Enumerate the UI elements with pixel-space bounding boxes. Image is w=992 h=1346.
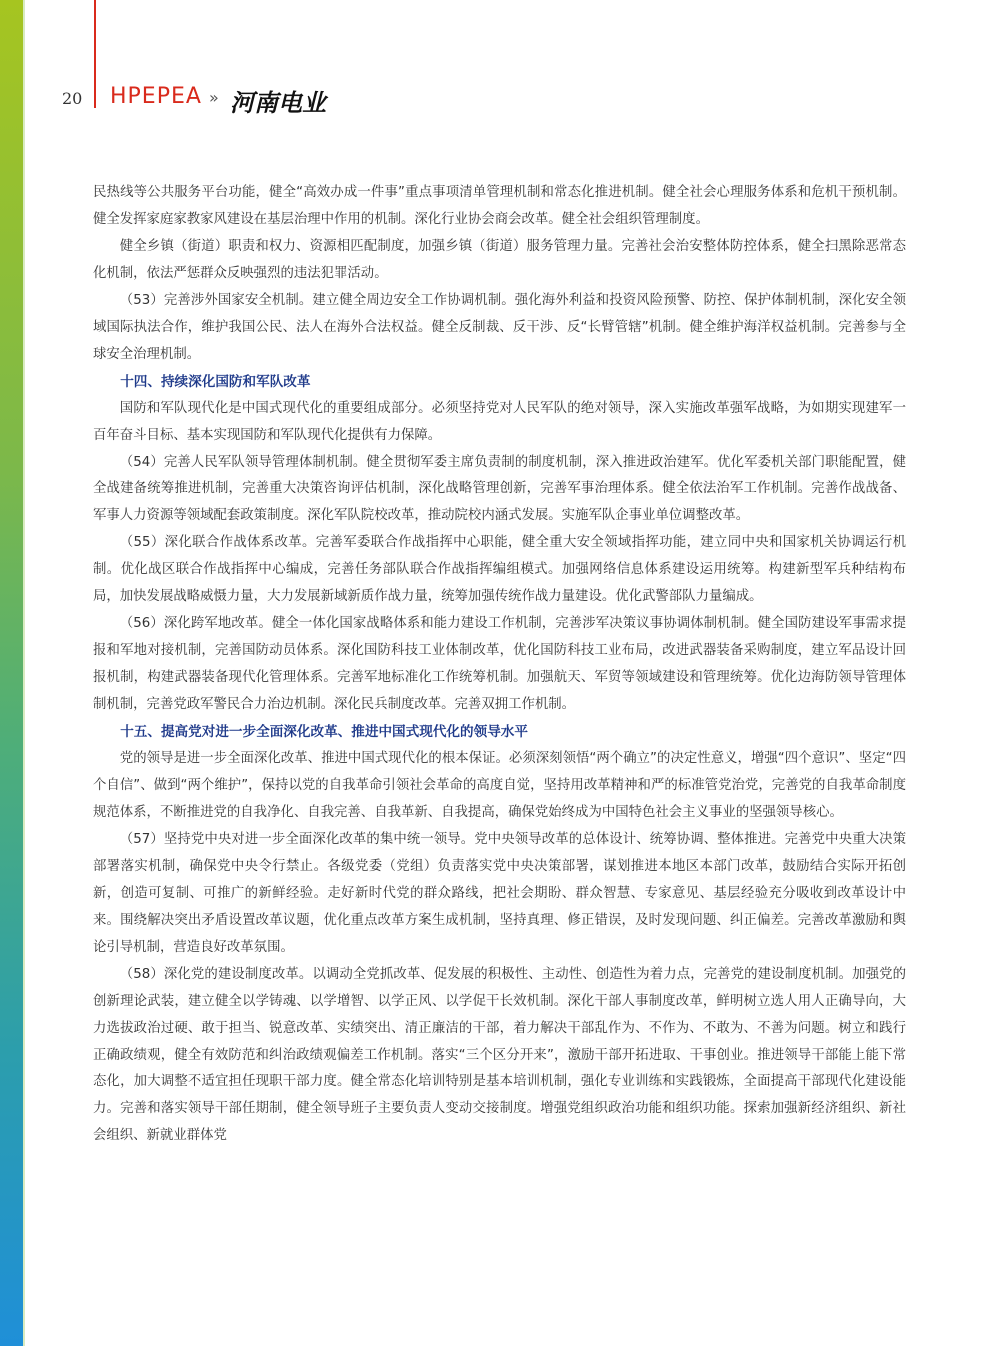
paragraph: （56）深化跨军地改革。健全一体化国家战略体系和能力建设工作机制，完善涉军决策议事协调体制机制。健全国防建设军事需求提报和军地对接机制，完善国防动员体系。深化国防科技工业体制改革，优化国防科技工业布局，改进武器装备采购制度，建立军品设计回报机制，构建武器装备现代化管理体系。完善军地标准化工作统筹机制。加强航天、军贸等领域建设和管理统筹。优化边海防领导管理体制机制，完善党政军警民合力治边机制。深化民兵制度改革。完善双拥工作机制。: [93, 616, 906, 713]
section-heading-15: 十五、提高党对进一步全面深化改革、推进中国式现代化的领导水平: [120, 724, 528, 741]
paragraph: 民热线等公共服务平台功能，健全“高效办成一件事”重点事项清单管理机制和常态化推进机制。健全社会心理服务体系和危机干预机制。健全发挥家庭家教家风建设在基层治理中作用的机制。深化行业协会商会改革。健全社会组织管理制度。: [93, 185, 906, 227]
brand-logo-latin: HPEPEA: [110, 84, 202, 109]
paragraph: （55）深化联合作战体系改革。完善军委联合作战指挥中心职能，健全重大安全领域指挥功能，建立同中央和国家机关协调运行机制。优化战区联合作战指挥中心编成，完善任务部队联合作战指挥编组模式。加强网络信息体系建设运用统筹。构建新型军兵种结构布局，加快发展战略威慑力量，大力发展新域新质作战力量，统筹加强传统作战力量建设。优化武警部队力量编成。: [93, 535, 906, 605]
section-heading-14: 十四、持续深化国防和军队改革: [120, 373, 311, 390]
paragraph: 健全乡镇（街道）职责和权力、资源相匹配制度，加强乡镇（街道）服务管理力量。完善社会治安整体防控体系，健全扫黑除恶常态化机制，依法严惩群众反映强烈的违法犯罪活动。: [93, 238, 906, 281]
paragraph: 党的领导是进一步全面深化改革、推进中国式现代化的根本保证。必须深刻领悟“两个确立”的决定性意义，增强“四个意识”、坚定“四个自信”、做到“两个维护”，保持以党的自我革命引领社会革命的高度自觉，坚持用改革精神和严的标准管党治党，完善党的自我革命制度规范体系，不断推进党的自我净化、自我完善、自我革新、自我提高，确保党始终成为中国特色社会主义事业的坚强领导核心。: [93, 751, 906, 820]
paragraph: （53）完善涉外国家安全机制。建立健全周边安全工作协调机制。强化海外利益和投资风险预警、防控、保护体制机制，深化安全领域国际执法合作，维护我国公民、法人在海外合法权益。健全反制裁、反干涉、反“长臂管辖”机制。健全维护海洋权益机制。完善参与全球安全治理机制。: [93, 292, 906, 362]
header-red-rule: [94, 0, 96, 108]
article-body: [93, 180, 906, 1150]
paragraph: （54）完善人民军队领导管理体制机制。健全贯彻军委主席负责制的制度机制，深入推进政治建军。优化军委机关部门职能配置，健全战建备统筹推进机制，完善重大决策咨询评估机制，深化战略管理创新，完善军事治理体系。健全依法治军工作机制。完善作战战备、军事人力资源等领域配套政策制度。深化军队院校改革，推动院校内涵式发展。实施军队企事业单位调整改革。: [93, 454, 906, 524]
paragraph: 国防和军队现代化是中国式现代化的重要组成部分。必须坚持党对人民军队的绝对领导，深入实施改革强军战略，为如期实现建军一百年奋斗目标、基本实现国防和军队现代化提供有力保障。: [93, 400, 906, 443]
decorative-sidebar-gradient: [0, 0, 23, 1346]
paragraph: （58）深化党的建设制度改革。以调动全党抓改革、促发展的积极性、主动性、创造性为着力点，完善党的建设制度机制。加强党的创新理论武装，建立健全以学铸魂、以学增智、以学正风、以学促干长效机制。深化干部人事制度改革，鲜明树立选人用人正确导向，大力选拔政治过硬、敢于担当、锐意改革、实绩突出、清正廉洁的干部，着力解决干部乱作为、不作为、不敢为、不善为问题。树立和践行正确政绩观，健全有效防范和纠治政绩观偏差工作机制。落实“三个区分开来”，激励干部开拓进取、干事创业。推进领导干部能上能下常态化，加大调整不适宜担任现职干部力度。健全常态化培训特别是基本培训机制，强化专业训练和实践锻炼，全面提高干部现代化建设能力。完善和落实领导干部任期制，健全领导班子主要负责人变动交接制度。增强党组织政治功能和组织功能。探索加强新经济组织、新社会组织、新就业群体党: [93, 966, 906, 1144]
double-chevron-icon: »: [209, 88, 219, 107]
sidebar-edge-line: [23, 0, 25, 1346]
page-number: 20: [62, 89, 83, 108]
paragraph: （57）坚持党中央对进一步全面深化改革的集中统一领导。党中央领导改革的总体设计、统筹协调、整体推进。完善党中央重大决策部署落实机制，确保党中央令行禁止。各级党委（党组）负责落实党中央决策部署，谋划推进本地区本部门改革，鼓励结合实际开拓创新，创造可复制、可推广的新鲜经验。走好新时代党的群众路线，把社会期盼、群众智慧、专家意见、基层经验充分吸收到改革设计中来。围绕解决突出矛盾设置改革议题，优化重点改革方案生成机制，坚持真理、修正错误，及时发现问题、纠正偏差。完善改革激励和舆论引导机制，营造良好改革氛围。: [93, 831, 906, 955]
magazine-title-logo: 河南电业: [230, 88, 326, 117]
